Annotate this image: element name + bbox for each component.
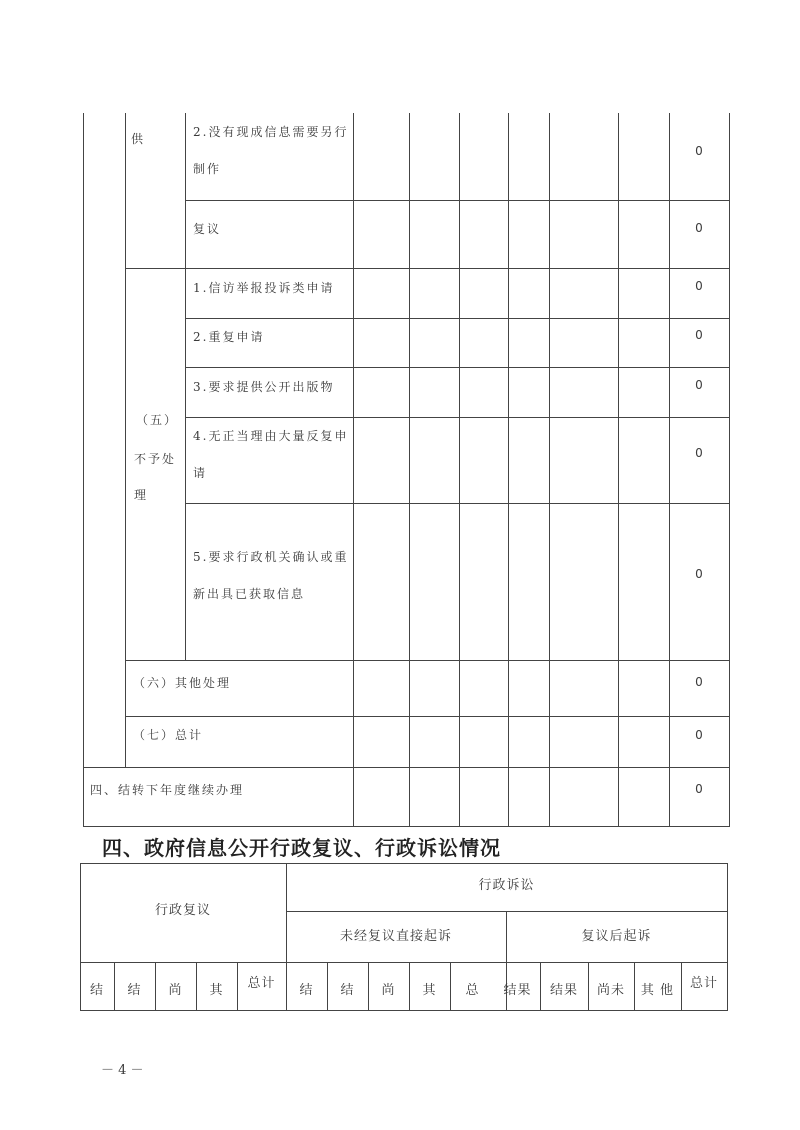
column-header: 结 xyxy=(89,983,104,998)
page-number: － 4 － xyxy=(101,1063,144,1078)
row-value: 0 xyxy=(695,378,703,392)
after-review-suit-header: 复议后起诉 xyxy=(581,929,652,944)
column-header: 结 xyxy=(299,983,314,998)
row-label: （七）总计 xyxy=(133,728,204,742)
column-header: 结果 xyxy=(549,983,578,998)
row-value: 0 xyxy=(695,728,703,742)
column-header: 结 xyxy=(127,983,142,998)
row-value: 0 xyxy=(695,279,703,293)
column-header: 尚 xyxy=(381,983,396,998)
row-value: 0 xyxy=(695,446,703,460)
admin-litigation-header: 行政诉讼 xyxy=(478,878,535,893)
row-label: 3.要求提供公开出版物 xyxy=(193,380,335,394)
column-header: 尚未 xyxy=(596,983,625,998)
row-label: （六）其他处理 xyxy=(133,676,232,690)
column-header: 其 xyxy=(209,983,224,998)
direct-suit-header: 未经复议直接起诉 xyxy=(339,929,452,944)
row-value: 0 xyxy=(695,144,703,158)
column-header: 总计 xyxy=(689,976,718,991)
column-header: 其 他 xyxy=(640,983,675,998)
column-header: 总 xyxy=(465,983,480,998)
row-label: 复议 xyxy=(193,222,222,236)
admin-review-header: 行政复议 xyxy=(154,903,211,918)
row-label: 2.重复申请 xyxy=(193,330,265,344)
row-label: 四、结转下年度继续办理 xyxy=(90,783,245,797)
column-header: 总计 xyxy=(247,976,276,991)
row-value: 0 xyxy=(695,782,703,796)
section-heading: 四、政府信息公开行政复议、行政诉讼情况 xyxy=(102,836,501,860)
column-header: 结果 xyxy=(503,983,532,998)
row-value: 0 xyxy=(695,328,703,342)
row-value: 0 xyxy=(695,221,703,235)
row-label: 1.信访举报投诉类申请 xyxy=(193,281,335,295)
row-value: 0 xyxy=(695,567,703,581)
column-header: 结 xyxy=(340,983,355,998)
column-header: 其 xyxy=(422,983,437,998)
provide-label: 供 xyxy=(131,132,146,146)
column-header: 尚 xyxy=(168,983,183,998)
row-value: 0 xyxy=(695,675,703,689)
